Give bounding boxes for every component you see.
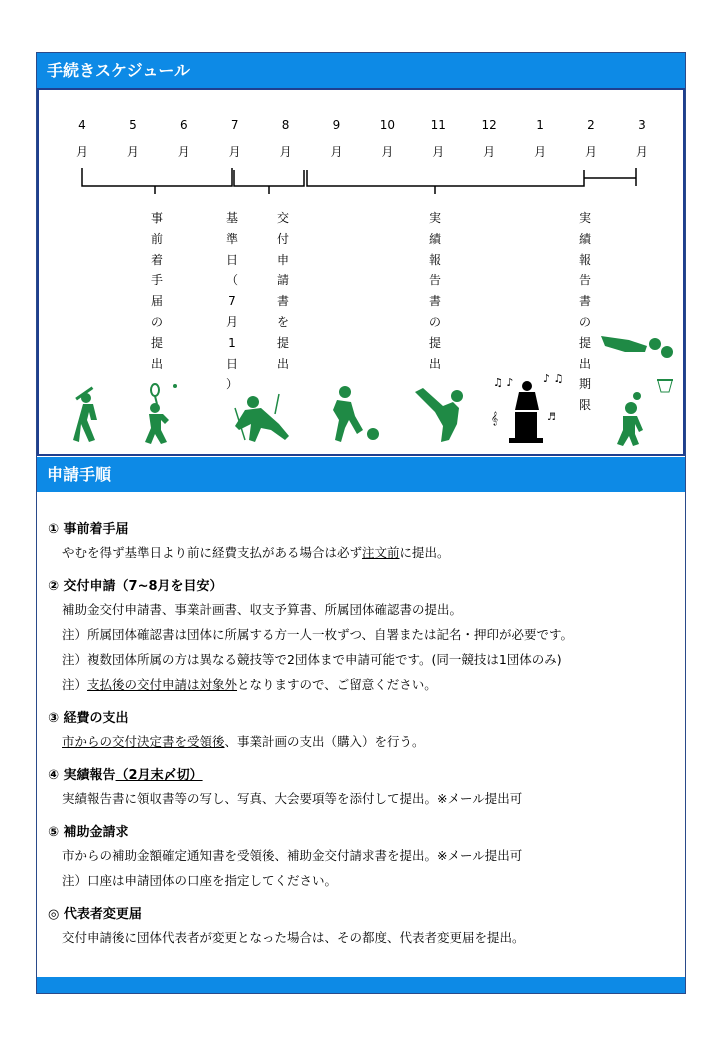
step-text xyxy=(48,729,678,754)
schedule-panel xyxy=(37,88,685,456)
footer-bar xyxy=(37,977,685,993)
text-part: となりますので、ご留意ください。 xyxy=(237,677,437,692)
step-note: 注）口座は申請団体の口座を指定してください。 xyxy=(62,873,338,888)
bracket-4-7 xyxy=(82,168,232,186)
step-text: 補助金交付申請書、事業計画書、収支予算書、所属団体確認書の提出。 xyxy=(62,602,463,617)
label-report: 実 績 報 告 書 の 提 出 xyxy=(428,211,441,371)
text-part: やむを得ず基準日より前に経費支払がある場合は必ず xyxy=(62,545,363,560)
month-number: 12 xyxy=(481,118,497,132)
month-number: 7 xyxy=(230,118,239,132)
month-number: 6 xyxy=(179,118,188,132)
svg-text:♪ ♫: ♪ ♫ xyxy=(543,372,564,385)
month-number: 10 xyxy=(379,118,396,132)
timeline-brackets xyxy=(82,168,636,194)
month-unit: 月 xyxy=(279,145,292,159)
month-unit: 月 xyxy=(177,145,190,159)
svg-text:♫ ♪: ♫ ♪ xyxy=(493,376,514,389)
step-claim xyxy=(48,823,678,893)
step-title: ① 事前着手届 xyxy=(48,522,129,537)
month-unit: 月 xyxy=(584,145,597,159)
step-note: 注）複数団体所属の方は異なる競技等で2団体まで申請可能です。(同一競技は1団体のみ) xyxy=(62,652,562,667)
month-number: 11 xyxy=(430,118,446,132)
underlined-text: 支払後の交付申請は対象外 xyxy=(87,677,238,692)
svg-text:♬: ♬ xyxy=(547,412,556,423)
step-text: 実績報告書に領収書等の写し、写真、大会要項等を添付して提出。※メール提出可 xyxy=(62,791,523,806)
schedule-header: 手続きスケジュール xyxy=(37,53,685,88)
step-note xyxy=(48,672,678,697)
month-unit: 月 xyxy=(75,145,88,159)
step-title: ⑤ 補助金請求 xyxy=(48,825,129,840)
conductor-icon xyxy=(491,372,563,443)
basketball-figure-icon xyxy=(617,392,643,446)
month-unit: 月 xyxy=(228,145,241,159)
procedure-steps xyxy=(48,520,678,962)
step-report xyxy=(48,766,678,811)
karate-figure-icon xyxy=(415,388,463,442)
underlined-text: （2月末〆切） xyxy=(115,768,203,783)
bracket-7-8 xyxy=(234,170,304,186)
step-text xyxy=(48,540,678,565)
step-text: 市からの補助金額確定通知書を受領後、補助金交付請求書を提出。※メール提出可 xyxy=(62,848,523,863)
svg-text:𝄞: 𝄞 xyxy=(491,411,499,425)
basketball-hoop-icon xyxy=(657,380,673,392)
underlined-text: 市からの交付決定書を受領後 xyxy=(62,734,225,749)
baseball-figure-icon xyxy=(73,386,97,442)
month-unit: 月 xyxy=(330,145,343,159)
label-grant-application: 交 付 申 請 書 を 提 出 xyxy=(276,211,289,371)
step-title: ③ 経費の支出 xyxy=(48,711,129,726)
step-pre-notice xyxy=(48,520,678,565)
month-number: 8 xyxy=(281,118,290,132)
step-grant-application xyxy=(48,577,678,697)
label-base-date: 基 準 日 （ 7 月 1 日 ） xyxy=(225,211,238,392)
text-part: ④ 実績報告 xyxy=(48,768,116,783)
procedure-header: 申請手順 xyxy=(37,457,685,492)
month-number: 9 xyxy=(332,118,341,132)
skating-figure-icon xyxy=(235,394,289,442)
soccer-figure-icon xyxy=(333,386,379,442)
month-unit: 月 xyxy=(381,145,394,159)
month-unit: 月 xyxy=(534,145,547,159)
step-representative-change xyxy=(48,905,678,950)
month-unit: 月 xyxy=(483,145,496,159)
text-part: 、事業計画の支出（購入）を行う。 xyxy=(224,734,425,749)
month-number: 5 xyxy=(129,118,137,132)
month-unit: 月 xyxy=(635,145,648,159)
label-pre-notice: 事 前 着 手 届 の 提 出 xyxy=(150,211,163,371)
step-note: 注）所属団体確認書は団体に所属する方一人一枚ずつ、自署または記名・押印が必要です。 xyxy=(62,627,574,642)
month-number: 3 xyxy=(638,118,646,132)
month-number: 2 xyxy=(587,118,595,132)
bracket-8-2 xyxy=(307,170,584,186)
month-unit: 月 xyxy=(126,145,139,159)
month-number: 4 xyxy=(78,118,86,132)
label-report-deadline: 実 績 報 告 書 の 提 出 期 限 xyxy=(578,211,591,413)
month-number: 1 xyxy=(536,118,544,132)
text-part: 注） xyxy=(62,677,88,692)
month-unit: 月 xyxy=(432,145,445,159)
step-expense xyxy=(48,709,678,754)
step-text: 交付申請後に団体代表者が変更となった場合は、その都度、代表者変更届を提出。 xyxy=(62,930,525,945)
step-title: ◎ 代表者変更届 xyxy=(48,907,142,922)
step-title xyxy=(48,766,678,786)
underlined-text: 注文前 xyxy=(362,545,400,560)
step-title: ② 交付申請（7~8月を目安） xyxy=(48,579,223,594)
badminton-figure-icon xyxy=(145,384,177,444)
text-part: に提出。 xyxy=(399,545,450,560)
volleyball-figure-icon xyxy=(601,336,673,358)
